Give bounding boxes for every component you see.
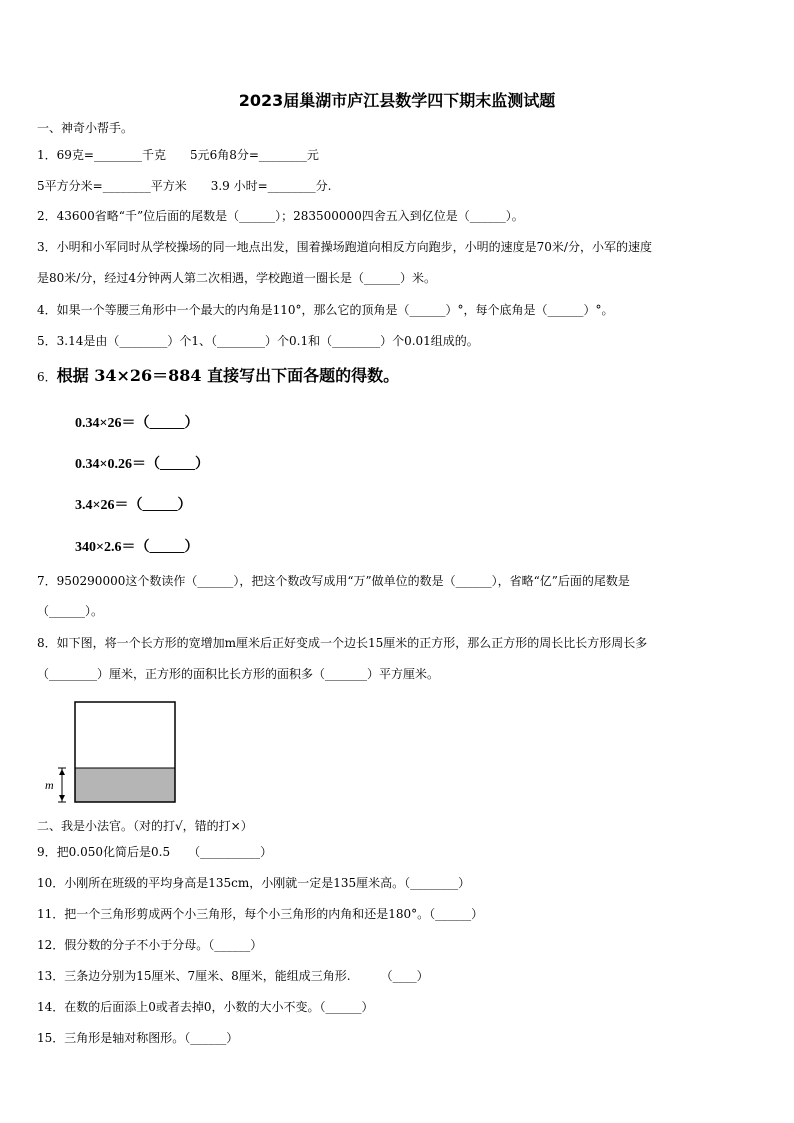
question-12: 12．假分数的分子不小于分母。（______） xyxy=(37,938,263,952)
page-title: 2023届巢湖市庐江县数学四下期末监测试题 xyxy=(238,91,556,110)
dimension-label-m: m xyxy=(45,778,54,792)
section-2-heading: 二、我是小法官。（对的打√，错的打×） xyxy=(37,819,253,833)
arrow-down-icon xyxy=(59,795,65,801)
question-14: 14．在数的后面添上0或者去掉0，小数的大小不变。（______） xyxy=(37,1000,374,1014)
question-3b: 是80米/分，经过4分钟两人第二次相遇，学校跑道一圈长是（______）米。 xyxy=(37,271,436,285)
question-4: 4．如果一个等腰三角形中一个最大的内角是110°，那么它的顶角是（______）°，每个底角是（______）°。 xyxy=(37,303,614,317)
question-6 xyxy=(37,368,757,385)
question-8a: 8．如下图，将一个长方形的宽增加m厘米后正好变成一个边长15厘米的正方形，那么正方形的周长比长方形周长多 xyxy=(37,636,648,650)
q6-expression-2: 0.34×0.26＝（_____） xyxy=(75,457,209,472)
question-11: 11．把一个三角形剪成两个小三角形，每个小三角形的内角和还是180°。（______） xyxy=(37,907,484,921)
q6-expression-4: 340×2.6＝（_____） xyxy=(75,540,199,555)
q6-expression-3: 3.4×26＝（_____） xyxy=(75,498,192,513)
arrow-up-icon xyxy=(59,769,65,775)
question-13: 13．三条边分别为15厘米、7厘米、8厘米，能组成三角形. （____） xyxy=(37,969,429,983)
question-15: 15．三角形是轴对称图形。（______） xyxy=(37,1031,239,1045)
question-7a: 7．950290000这个数读作（______），把这个数改写成用“万”做单位的数是（______），省略“亿”后面的尾数是 xyxy=(37,574,630,588)
question-1a: 1．69克=________千克 5元6角8分=________元 xyxy=(37,148,319,162)
section-1-heading: 一、神奇小帮手。 xyxy=(37,121,134,135)
question-6-text: 根据 34×26＝884 直接写出下面各题的得数。 xyxy=(56,366,400,385)
question-2: 2．43600省略“千”位后面的尾数是（______）；283500000四舍五入到亿位是（______）。 xyxy=(37,209,524,223)
question-5: 5．3.14是由（________）个1、（________）个0.1和（________）个0.01组成的。 xyxy=(37,334,479,348)
question-9: 9．把0.050化简后是0.5 （__________） xyxy=(37,845,273,859)
q6-expression-1: 0.34×26＝（_____） xyxy=(75,416,199,431)
added-width-shading xyxy=(75,768,175,802)
question-3a: 3．小明和小军同时从学校操场的同一地点出发，围着操场跑道向相反方向跑步，小明的速度是70米/分，小军的速度 xyxy=(37,240,652,254)
question-7b: （______）。 xyxy=(37,604,104,618)
question-8b: （________）厘米，正方形的面积比长方形的面积多（_______）平方厘米。 xyxy=(37,667,440,681)
question-10: 10．小刚所在班级的平均身高是135cm，小刚就一定是135厘米高。（________） xyxy=(37,876,471,890)
question-6-number: 6． xyxy=(37,370,57,384)
question-1b: 5平方分米=________平方米 3.9 小时=________分. xyxy=(37,179,332,193)
rectangle-square-figure xyxy=(42,700,182,805)
